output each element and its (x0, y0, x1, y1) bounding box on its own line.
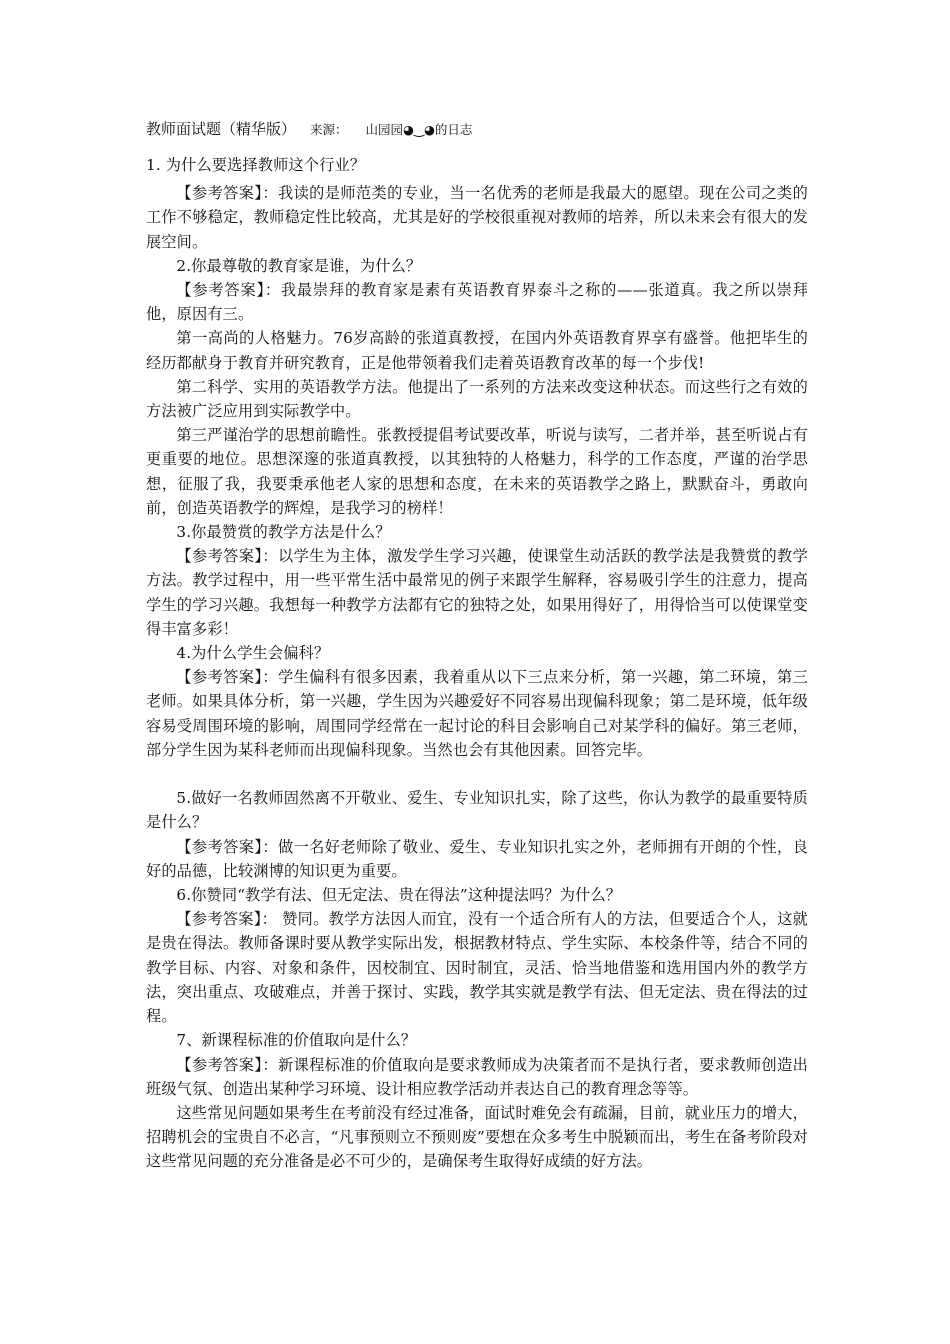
answer-2-point-2: 第二科学、实用的英语教学方法。他提出了一系列的方法来改变这种状态。而这些行之有效的方法被广泛应用到实际教学中。 (146, 377, 808, 421)
document-header (146, 117, 808, 141)
answer-5-text: 做一名好老师除了敬业、爱生、专业知识扎实之外，老师拥有开朗的个性，良好的品德，比较渊博的知识更为重要。 (146, 837, 808, 880)
answer-4 (146, 665, 808, 762)
answer-7-text: 新课程标准的价值取向是要求教师成为决策者而不是执行者，要求教师创造出班级气氛、创造出某种学习环境、设计相应教学活动并表达自己的教育理念等等。 (146, 1055, 808, 1098)
answer-1-text: 我读的是师范类的专业，当一名优秀的老师是我最大的愿望。现在公司之类的工作不够稳定，教师稳定性比较高，尤其是好的学校很重视对教师的培养，所以未来会有很大的发展空间。 (146, 184, 808, 251)
answer-label: 【参考答案】： (176, 547, 278, 566)
question-7: 7、新课程标准的价值取向是什么？ (176, 1031, 417, 1050)
question-2: 2.你最尊敬的教育家是谁，为什么？ (176, 256, 422, 275)
answer-label: 【参考答案】： (176, 910, 278, 929)
answer-7 (146, 1053, 808, 1101)
answer-2-text: 我最崇拜的教育家是素有英语教育界泰斗之称的——张道真。我之所以崇拜他，原因有三。 (146, 281, 808, 324)
answer-label: 【参考答案】： (176, 837, 278, 856)
answer-2 (146, 278, 808, 326)
answer-2-point-3: 第三严谨治学的思想前瞻性。张教授提倡考试要改革，听说与读写，二者并举，甚至听说占有更重要的地位。思想深邃的张道真教授，以其独特的人格魅力，科学的工作态度，严谨的治学思想，征服了我，我要秉承他老人家的思想和态度，在未来的英语教学之路上，默默奋斗，勇敢向前，创造英语教学的辉煌，是我学习的榜样！ (146, 426, 808, 517)
document-body (146, 117, 808, 1174)
answer-2-point-1: 第一高尚的人格魅力。76岁高龄的张道真教授，在国内外英语教育界享有盛誉。他把毕生的经历都献身于教育并研究教育，正是他带领着我们走着英语教育改革的每一个步伐! (146, 329, 808, 372)
answer-5 (146, 835, 808, 883)
question-4: 4.为什么学生会偏科？ (176, 644, 330, 663)
answer-3 (146, 544, 808, 641)
question-5: 5.做好一名教师固然离不开敬业、爱生、专业知识扎实，除了这些，你认为教学的最重要特质是什么？ (146, 789, 808, 832)
question-6: 6.你赞同“教学有法、但无定法、贵在得法”这种提法吗？为什么？ (176, 886, 622, 905)
answer-1 (146, 181, 808, 254)
answer-6 (146, 907, 808, 1028)
document-title: 教师面试题（精华版） (146, 120, 297, 138)
answer-4-text: 学生偏科有很多因素，我着重从以下三点来分析，第一兴趣，第二环境，第三老师。如果具体分析，第一兴趣，学生因为兴趣爱好不同容易出现偏科现象；第二是环境，低年级容易受周围环境的影响，周围同学经常在一起讨论的科目会影响自己对某学科的偏好。第三老师，部分学生因为某科老师而出现偏科现象。当然也会有其他因素。回答完毕。 (146, 668, 808, 759)
closing-paragraph: 这些常见问题如果考生在考前没有经过准备，面试时难免会有疏漏，目前，就业压力的增大，招聘机会的宝贵自不必言，“凡事预则立不预则废”要想在众多考生中脱颖而出，考生在备考阶段对这些常见问题的充分准备是必不可少的，是确保考生取得好成绩的好方法。 (146, 1103, 808, 1171)
answer-6-text: 赞同。教学方法因人而宜，没有一个适合所有人的方法，但要适合个人，这就是贵在得法。教师备课时要从教学实际出发，根据教材特点、学生实际、本校条件等，结合不同的教学目标、内容、对象和条件，因校制宜、因时制宜，灵活、恰当地借鉴和选用国内外的教学方法，突出重点、攻破难点，并善于探讨、实践，教学其实就是教学有法、但无定法、贵在得法的过程。 (146, 910, 809, 1026)
blank-line (146, 762, 808, 786)
answer-label: 【参考答案】： (176, 184, 278, 203)
question-1: 1. 为什么要选择教师这个行业？ (146, 156, 366, 174)
answer-label: 【参考答案】： (176, 281, 281, 300)
answer-label: 【参考答案】： (176, 1055, 278, 1074)
source-name: 山园园◕‿◕的日志 (365, 122, 473, 137)
question-3: 3.你最赞赏的教学方法是什么？ (176, 523, 391, 542)
answer-3-text: 以学生为主体，激发学生学习兴趣，使课堂生动活跃的教学法是我赞赏的教学方法。教学过程中，用一些平常生活中最常见的例子来跟学生解释，容易吸引学生的注意力，提高学生的学习兴趣。我想每一种教学方法都有它的独特之处，如果用得好了，用得恰当可以使课堂变得丰富多彩！ (146, 547, 808, 638)
answer-label: 【参考答案】： (176, 668, 278, 687)
source-label: 来源： (310, 122, 348, 137)
